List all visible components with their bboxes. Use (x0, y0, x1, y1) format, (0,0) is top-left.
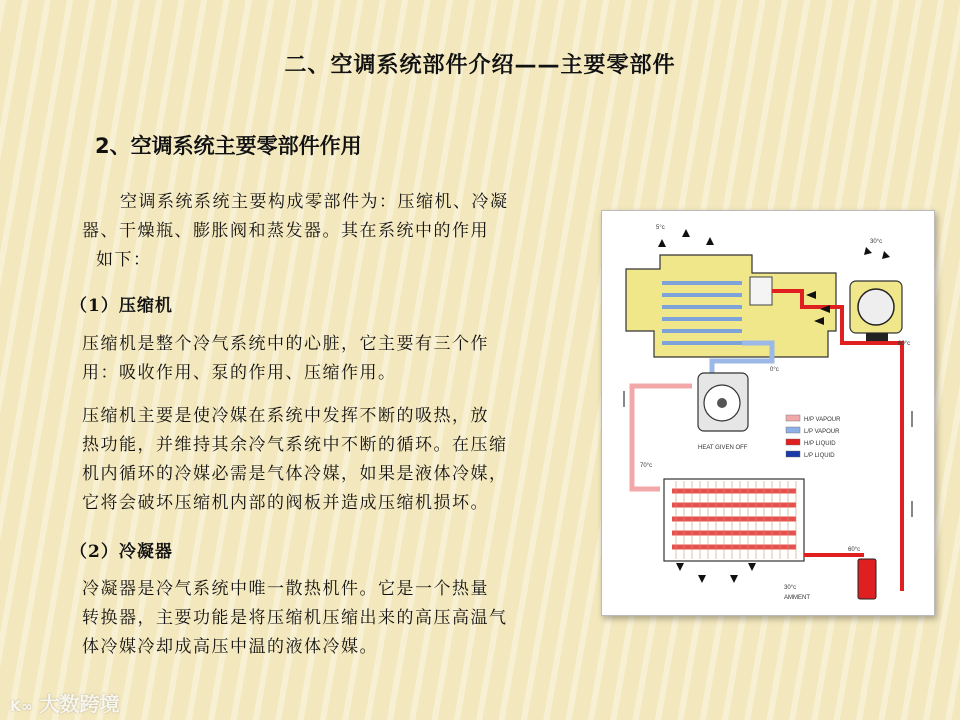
compressor-paragraph-1 (82, 330, 572, 388)
intro-line: 器、干燥瓶、膨胀阀和蒸发器。其在系统中的作用 (82, 221, 489, 241)
blower-motor (866, 333, 888, 341)
text-line: 用：吸收作用、泵的作用、压缩作用。 (82, 363, 397, 383)
temp-label: 60°c (898, 341, 911, 347)
temp-label: 5°c (656, 225, 665, 231)
text-line: 它将会破坏压缩机内部的阀板并造成压缩机损坏。 (82, 493, 489, 513)
condenser-paragraph (82, 575, 572, 662)
receiver-drier (858, 559, 876, 599)
text-line: 冷凝器是冷气系统中唯一散热机件。它是一个热量 (82, 579, 489, 599)
page-title: 二、空调系统部件介绍——主要零部件 (284, 53, 676, 78)
temp-label: 30°c (784, 585, 797, 591)
text-line: 热功能，并维持其余冷气系统中不断的循环。在压缩 (82, 435, 508, 455)
legend-swatch (786, 439, 800, 445)
legend-swatch (786, 415, 800, 421)
legend-label: H/P LIQUID (804, 441, 836, 447)
watermark-logo (10, 688, 119, 717)
temp-label: 60°c (848, 547, 861, 553)
condenser-heading: （2）冷凝器 (70, 542, 173, 562)
intro-line: 空调系统系统主要构成零部件为：压缩机、冷凝 (120, 192, 509, 212)
watermark-text: 大数跨境 (39, 692, 120, 716)
diagram-legend (786, 415, 841, 459)
legend-swatch (786, 451, 800, 457)
temp-label: 70°c (640, 463, 653, 469)
legend-label: L/P LIQUID (804, 453, 835, 459)
heat-label: HEAT GIVEN OFF (698, 445, 748, 451)
temp-label: 30°c (870, 239, 883, 245)
ac-system-diagram (601, 210, 935, 616)
text-line: 压缩机主要是使冷媒在系统中发挥不断的吸热，放 (82, 406, 489, 426)
watermark-icon: K∞ (10, 699, 33, 715)
legend-label: L/P VAPOUR (804, 429, 840, 435)
blower-fan (858, 289, 894, 325)
ambient-label: AMMENT (784, 595, 810, 601)
compressor-hub (717, 398, 727, 408)
expansion-valve (750, 277, 772, 305)
temp-label: 0°c (770, 367, 779, 373)
intro-paragraph (82, 188, 572, 275)
text-line: 转换器，主要功能是将压缩机压缩出来的高压高温气 (82, 608, 508, 628)
compressor-heading: （1）压缩机 (70, 296, 173, 316)
hp-vapour-line (632, 386, 692, 489)
intro-line: 如下： (96, 250, 152, 270)
section-title: 2、空调系统主要零部件作用 (95, 134, 362, 158)
text-line: 体冷媒冷却成高压中温的液体冷媒。 (82, 637, 378, 657)
text-line: 压缩机是整个冷气系统中的心脏，它主要有三个作 (82, 334, 489, 354)
legend-swatch (786, 427, 800, 433)
compressor-paragraph-2 (82, 402, 572, 518)
legend-label: H/P VAPOUR (804, 417, 841, 423)
text-line: 机内循环的冷媒必需是气体冷媒，如果是液体冷媒， (82, 464, 508, 484)
diagram-svg (602, 211, 934, 615)
